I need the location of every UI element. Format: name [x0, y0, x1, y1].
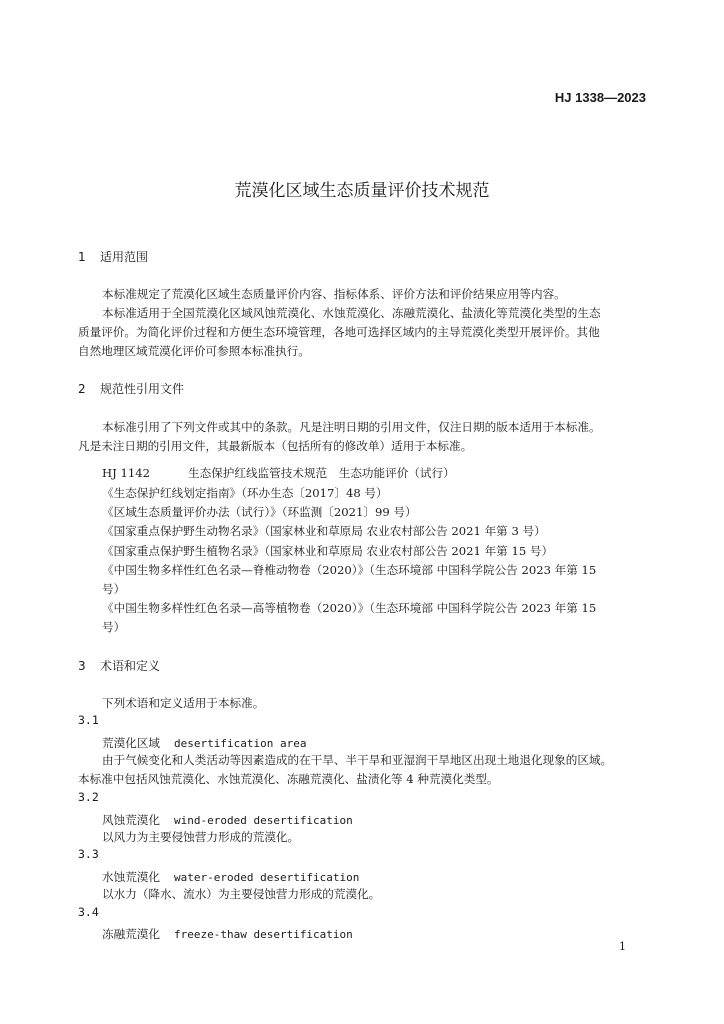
term-entry — [102, 732, 306, 751]
term-number: 3.4 — [78, 905, 99, 919]
reference-item: 《中国生物多样性红色名录—脊椎动物卷（2020）》（生态环境部 中国科学院公告 2023 年第 15 — [102, 563, 597, 577]
term-definition: 以风力为主要侵蚀营力形成的荒漠化。 — [102, 830, 300, 844]
section-title: 规范性引用文件 — [100, 382, 185, 396]
section-2-heading — [78, 380, 184, 397]
term-zh: 风蚀荒漠化 — [102, 813, 160, 827]
term-definition: 以水力（降水、流水）为主要侵蚀营力形成的荒漠化。 — [102, 887, 381, 901]
reference-item-continued: 号） — [102, 582, 126, 596]
reference-item: 《国家重点保护野生植物名录》（国家林业和草原局 农业农村部公告 2021 年第 15 号） — [102, 544, 554, 558]
reference-item-continued: 号） — [102, 620, 126, 634]
paragraph: 自然地理区域荒漠化评价可参照本标准执行。 — [78, 344, 310, 358]
section-3-heading — [78, 657, 160, 674]
term-en: desertification area — [173, 737, 307, 750]
term-number: 3.2 — [78, 790, 99, 804]
term-entry — [102, 923, 353, 942]
term-en: water-eroded desertification — [173, 871, 360, 884]
term-zh: 冻融荒漠化 — [102, 927, 160, 941]
term-definition: 本标准中包括风蚀荒漠化、水蚀荒漠化、冻融荒漠化、盐渍化等 4 种荒漠化类型。 — [78, 772, 499, 786]
section-number: 3 — [78, 659, 86, 673]
reference-item — [102, 464, 455, 482]
term-zh: 荒漠化区域 — [102, 736, 160, 750]
term-en: wind-eroded desertification — [173, 814, 353, 827]
term-entry — [102, 809, 353, 828]
term-en: freeze-thaw desertification — [173, 928, 353, 941]
term-number: 3.3 — [78, 847, 99, 861]
paragraph: 本标准引用了下列文件或其中的条款。凡是注明日期的引用文件，仅注日期的版本适用于本标准。 — [102, 420, 601, 434]
standard-number: HJ 1338—2023 — [554, 90, 646, 105]
section-title: 适用范围 — [100, 250, 149, 264]
term-definition: 由于气候变化和人类活动等因素造成的在干旱、半干旱和亚湿润干旱地区出现土地退化现象的区域。 — [102, 753, 613, 767]
section-1-heading — [78, 248, 148, 265]
reference-item: 《区域生态质量评价办法（试行）》（环监测〔2021〕99 号） — [102, 505, 417, 519]
document-title: 荒漠化区域生态质量评价技术规范 — [234, 181, 490, 201]
section-number: 2 — [78, 382, 86, 396]
section-number: 1 — [78, 250, 86, 264]
term-zh: 水蚀荒漠化 — [102, 870, 160, 884]
paragraph: 本标准规定了荒漠化区域生态质量评价内容、指标体系、评价方法和评价结果应用等内容。 — [102, 287, 566, 301]
page-number: 1 — [619, 940, 626, 953]
paragraph: 本标准适用于全国荒漠化区域风蚀荒漠化、水蚀荒漠化、冻融荒漠化、盐渍化等荒漠化类型的生态 — [102, 306, 601, 320]
term-number: 3.1 — [78, 713, 99, 727]
reference-item: 《生态保护红线划定指南》（环办生态〔2017〕48 号） — [102, 486, 388, 500]
paragraph: 下列术语和定义适用于本标准。 — [102, 696, 265, 710]
paragraph: 凡是未注日期的引用文件，其最新版本（包括所有的修改单）适用于本标准。 — [78, 439, 473, 453]
reference-code: HJ 1142 — [102, 466, 150, 480]
reference-title: 生态保护红线监管技术规范 生态功能评价（试行） — [188, 466, 455, 480]
reference-item: 《国家重点保护野生动物名录》（国家林业和草原局 农业农村部公告 2021 年第 3 号） — [102, 524, 546, 538]
paragraph: 质量评价。为简化评价过程和方便生态环境管理，各地可选择区域内的主导荒漠化类型开展评价。其他 — [78, 325, 600, 339]
reference-item: 《中国生物多样性红色名录—高等植物卷（2020）》（生态环境部 中国科学院公告 2023 年第 15 — [102, 601, 597, 615]
section-title: 术语和定义 — [100, 659, 161, 673]
term-entry — [102, 866, 359, 885]
